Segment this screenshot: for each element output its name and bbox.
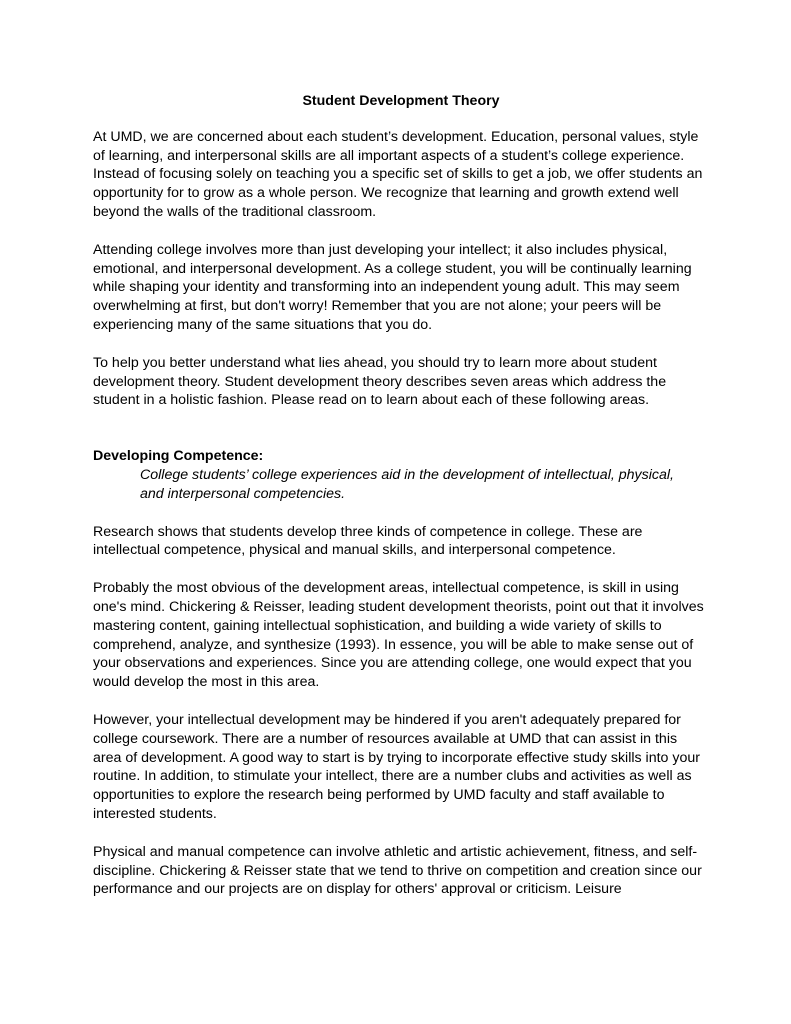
intro-paragraph-3: To help you better understand what lies ahead, you should try to learn more about student development theory. Student development theory describes seven areas which address the student in a holistic fashion. Please read on to learn about each of these following areas. bbox=[93, 354, 667, 409]
document-title: Student Development Theory bbox=[302, 93, 500, 109]
section-quote: College students’ college experiences aid in the development of intellectual, physical, and interpersonal competencies. bbox=[140, 466, 674, 502]
section-paragraph-4: Physical and manual competence can involve athletic and artistic achievement, fitness, and self-discipline. Chickering & Reisser state that we tend to thrive on competition and creation since our performance and our projects are on display for others' approval or criticism. Leisure bbox=[93, 843, 702, 898]
intro-paragraph-1: At UMD, we are concerned about each student’s development. Education, personal values, style of learning, and interpersonal skills are all important aspects of a student’s college experience. Instead of focusing solely on teaching you a specific set of skills to get a job, we offer students an opportunity for to grow as a whole person. We recognize that learning and growth extend well beyond the walls of the traditional classroom. bbox=[93, 128, 703, 220]
document-page bbox=[93, 92, 705, 918]
section-heading: Developing Competence: bbox=[93, 448, 264, 465]
section-paragraph-3: However, your intellectual development may be hindered if you aren't adequately prepared for college coursework. There are a number of resources available at UMD that can assist in this area of development. A good way to start is by trying to incorporate effective study skills into your routine. In addition, to stimulate your intellect, there are a number clubs and activities as well as opportunities to explore the research being performed by UMD faculty and staff available to interested students. bbox=[93, 711, 700, 822]
section-paragraph-1: Research shows that students develop three kinds of competence in college. These are intellectual competence, physical and manual skills, and interpersonal competence. bbox=[93, 523, 643, 559]
section-paragraph-2: Probably the most obvious of the development areas, intellectual competence, is skill in using one's mind. Chickering & Reisser, leading student development theorists, point out that it involves mastering content, gaining intellectual sophistication, and building a wide variety of skills to comprehend, analyze, and synthesize (1993). In essence, you will be able to make sense out of your observations and experiences. Since you are attending college, one would expect that you would develop the most in this area. bbox=[93, 580, 704, 691]
intro-paragraph-2: Attending college involves more than just developing your intellect; it also includes physical, emotional, and interpersonal development. As a college student, you will be continually learning while shaping your identity and transforming into an independent young adult. This may seem overwhelming at first, but don't worry! Remember that you are not alone; your peers will be experiencing many of the same situations that you do. bbox=[93, 241, 692, 333]
